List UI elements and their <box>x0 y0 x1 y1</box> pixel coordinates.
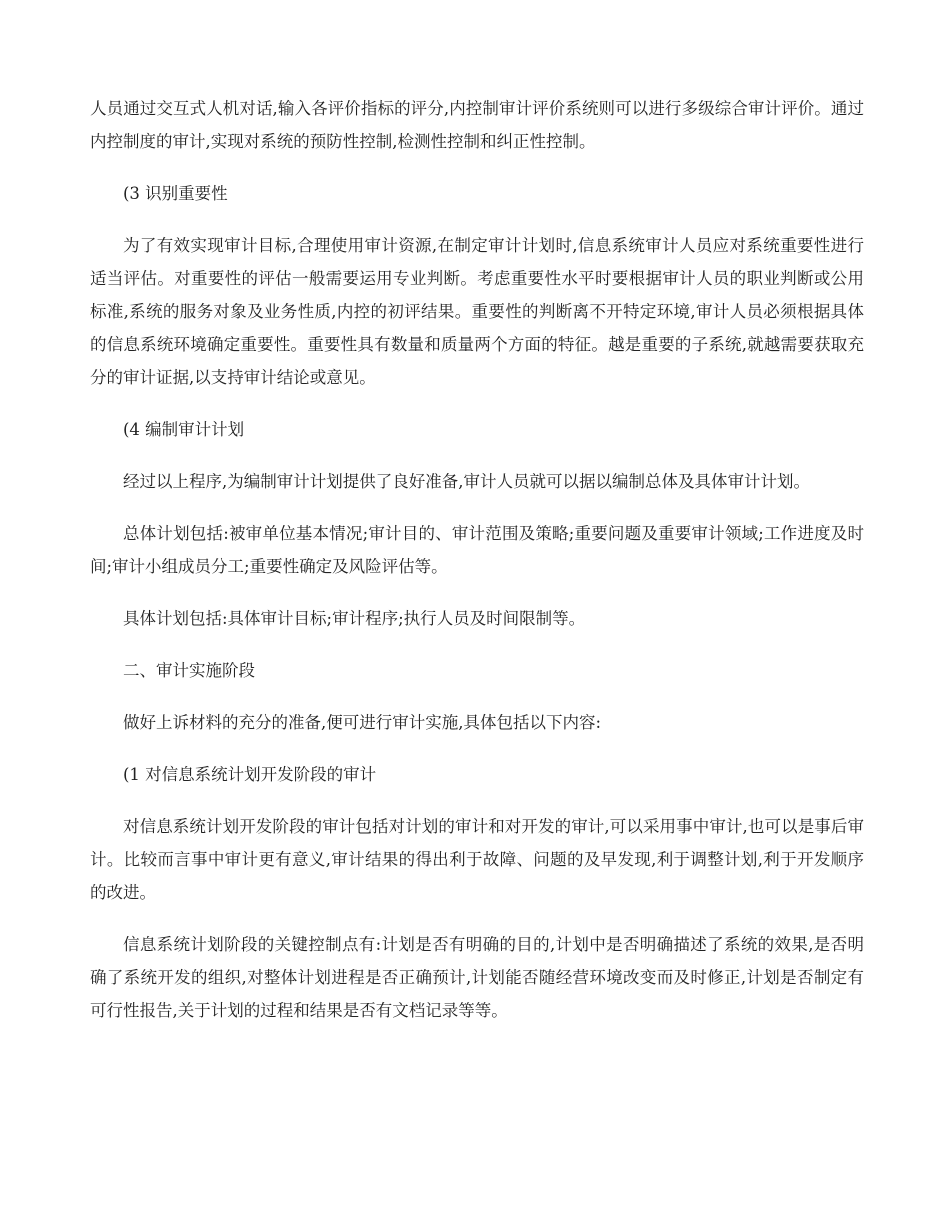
paragraph-key-control-points: 信息系统计划阶段的关键控制点有:计划是否有明确的目的,计划中是否明确描述了系统的效果,是否明确了系统开发的组织,对整体计划进程是否正确预计,计划能否随经营环境改变而及时修正,计划是否制定有可行性报告,关于计划的过程和结果是否有文档记录等等。 <box>90 935 864 1020</box>
document-page <box>90 92 864 1046</box>
paragraph-materiality: 为了有效实现审计目标,合理使用审计资源,在制定审计计划时,信息系统审计人员应对系统重要性进行适当评估。对重要性的评估一般需要运用专业判断。考虑重要性水平时要根据审计人员的职业判断或公用标准,系统的服务对象及业务性质,内控的初评结果。重要性的判断离不开特定环境,审计人员必须根据具体的信息系统环境确定重要性。重要性具有数量和质量两个方面的特征。越是重要的子系统,就越需要获取充分的审计证据,以支持审计结论或意见。 <box>90 236 864 387</box>
heading-implementation-stage: 二、审计实施阶段 <box>123 661 255 680</box>
paragraph-audit-plan: 经过以上程序,为编制审计计划提供了良好准备,审计人员就可以据以编制总体及具体审计计划。 <box>123 472 810 491</box>
paragraph-continued-intro: 人员通过交互式人机对话,输入各评价指标的评分,内控制审计评价系统则可以进行多级综合审计评价。通过内控制度的审计,实现对系统的预防性控制,检测性控制和纠正性控制。 <box>90 99 864 151</box>
heading-audit-plan: (4 编制审计计划 <box>123 420 245 439</box>
paragraph-development-audit: 对信息系统计划开发阶段的审计包括对计划的审计和对开发的审计,可以采用事中审计,也可以是事后审计。比较而言事中审计更有意义,审计结果的得出利于故障、问题的及早发现,利于调整计划,利于开发顺序的改进。 <box>90 817 864 902</box>
paragraph-implementation-intro: 做好上诉材料的充分的准备,便可进行审计实施,具体包括以下内容: <box>123 713 602 732</box>
paragraph-overall-plan: 总体计划包括:被审单位基本情况;审计目的、审计范围及策略;重要问题及重要审计领域;工作进度及时间;审计小组成员分工;重要性确定及风险评估等。 <box>90 524 864 576</box>
heading-development-audit: (1 对信息系统计划开发阶段的审计 <box>123 765 377 784</box>
paragraph-specific-plan: 具体计划包括:具体审计目标;审计程序;执行人员及时间限制等。 <box>123 609 586 628</box>
heading-identify-materiality: (3 识别重要性 <box>123 184 228 203</box>
